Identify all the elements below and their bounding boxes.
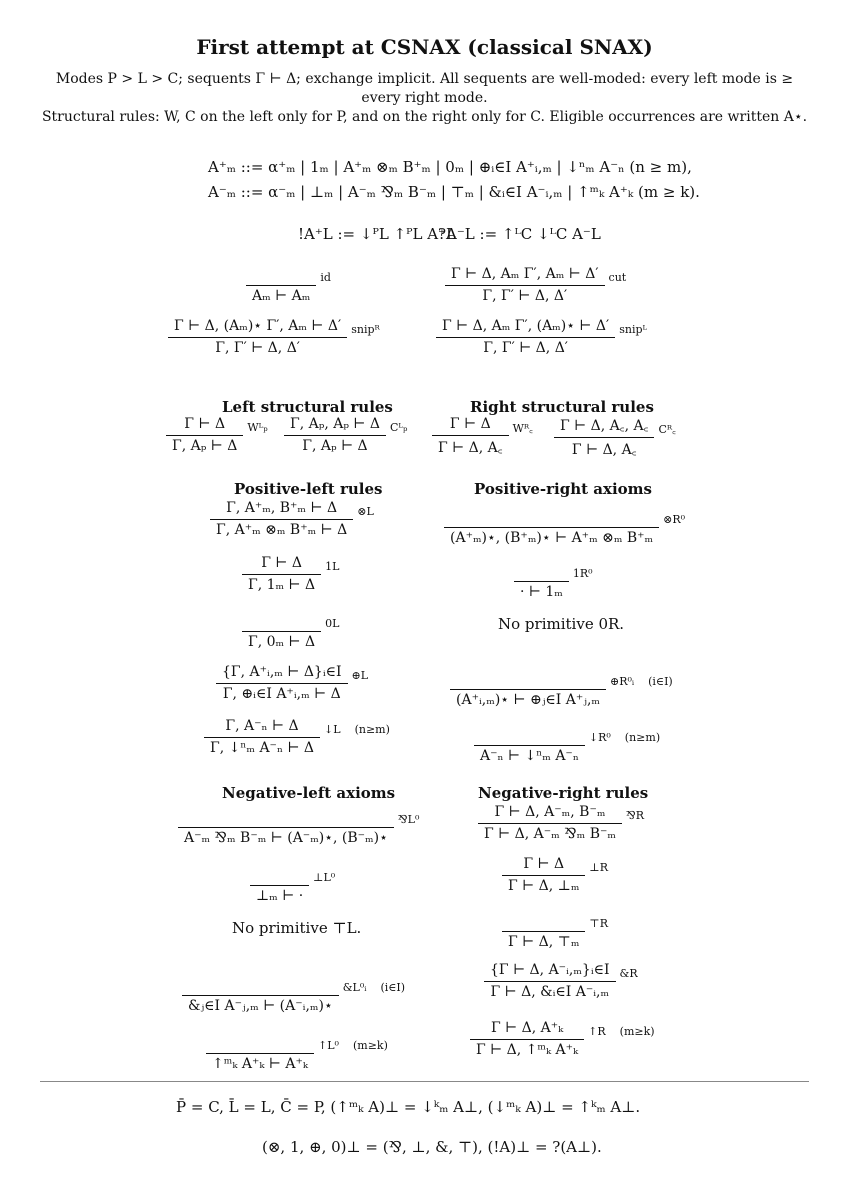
note-no-top-left: No primitive ⊤L. <box>232 919 362 937</box>
rule-tensor-left: $\frac{\text{Γ, A⁺ₘ, B⁺ₘ ⊢ Δ}}{\text{Γ, A⁺ₘ ⊗ₘ B⁺ₘ ⊢ Δ}}$ ⊗L <box>210 500 374 538</box>
grammar-bang: !A⁺L := ↓ᴾL ↑ᴾL A⁺L <box>298 225 456 243</box>
intro-modes: Modes P > L > C; sequents Γ ⊢ Δ; exchange implicit. All sequents are well-moded: every left mode is ≥ every right mode. <box>55 71 794 106</box>
rule-top-right: Γ ⊢ Δ, ⊤ₘ ⊤R <box>502 912 608 950</box>
rule-contract-left: $\frac{\text{Γ, Aₚ, Aₚ ⊢ Δ}}{\text{Γ, Aₚ ⊢ Δ}}$ Cᴸₚ <box>284 416 407 454</box>
rule-par-right: $\frac{\text{Γ ⊢ Δ, A⁻ₘ, B⁻ₘ}}{\text{Γ ⊢ Δ, A⁻ₘ ⅋ₘ B⁻ₘ}}$ ⅋R <box>478 804 644 842</box>
rule-cut: $\frac{\text{Γ ⊢ Δ, Aₘ Γ′, Aₘ ⊢ Δ′}}{\Gamma, \Gamma' ⊢ \Delta, \Delta'}$ cut <box>445 266 626 304</box>
heading-positive-left: Positive-left rules <box>234 480 383 498</box>
rule-oplus-right-axiom: (A⁺ᵢ,ₘ)⋆ ⊢ ⊕ⱼ∈I A⁺ⱼ,ₘ ⊕R⁰ᵢ (i∈I) <box>450 670 673 708</box>
footer-duality-modes: P̄ = C, L̄ = L, C̄ = P, (↑ᵐₖ A)⊥ = ↓ᵏₘ A⊥, (↓ᵐₖ A)⊥ = ↑ᵏₘ A⊥. <box>176 1098 641 1116</box>
rule-zero-left: Γ, 0ₘ ⊢ Δ 0L <box>242 612 339 650</box>
rule-bot-right: $\frac{\Gamma ⊢ \Delta}{\text{Γ ⊢ Δ, ⊥ₘ}}$ ⊥R <box>502 856 608 894</box>
rule-with-right: $\frac{\text{\{Γ ⊢ Δ, A⁻ᵢ,ₘ\}ᵢ∈I}}{\text{Γ ⊢ Δ, \&ᵢ∈I A⁻ᵢ,ₘ}}$ &R <box>484 962 638 1000</box>
intro-structural: Structural rules: W, C on the left only for P, and on the right only for C. Eligible occurrences are written A⋆. <box>41 109 808 125</box>
rule-snip-r: $\frac{\text{Γ ⊢ Δ, (Aₘ)⋆ Γ′, Aₘ ⊢ Δ′}}{\Gamma, \Gamma' ⊢ \Delta, \Delta'}$ snipᴿ <box>168 318 380 356</box>
rule-up-right: $\frac{\text{Γ ⊢ Δ, A⁺ₖ}}{\text{Γ ⊢ Δ, ↑ᵐₖ A⁺ₖ}}$ ↑R (m≥k) <box>470 1020 655 1058</box>
heading-right-structural: Right structural rules <box>470 398 654 416</box>
footer-duality-connectives: (⊗, 1, ⊕, 0)⊥ = (⅋, ⊥, &, ⊤), (!A)⊥ = ?(A⊥). <box>262 1138 602 1156</box>
rule-weaken-right: $\frac{\Gamma ⊢ \Delta}{\Gamma ⊢ \Delta, A꜀}$ Wᴿ꜀ <box>432 416 533 457</box>
heading-left-structural: Left structural rules <box>222 398 393 416</box>
heading-negative-left: Negative-left axioms <box>222 784 396 802</box>
rule-oplus-left: $\frac{\text{\{Γ, A⁺ᵢ,ₘ ⊢ Δ\}ᵢ∈I}}{\text{Γ, ⊕ᵢ∈I A⁺ᵢ,ₘ ⊢ Δ}}$ ⊕L <box>216 664 368 702</box>
note-no-zero-right: No primitive 0R. <box>498 615 625 633</box>
rule-bot-left-axiom: ⊥ₘ ⊢ · ⊥L⁰ <box>250 866 335 904</box>
rule-par-left-axiom: A⁻ₘ ⅋ₘ B⁻ₘ ⊢ (A⁻ₘ)⋆, (B⁻ₘ)⋆ ⅋L⁰ <box>178 808 419 846</box>
page-title: First attempt at CSNAX (classical SNAX) <box>196 35 653 59</box>
rule-up-left-axiom: ↑ᵐₖ A⁺ₖ ⊢ A⁺ₖ ↑L⁰ (m≥k) <box>206 1034 388 1072</box>
grammar-negative: A⁻ₘ ::= α⁻ₘ | ⊥ₘ | A⁻ₘ ⅋ₘ B⁻ₘ | ⊤ₘ | &ᵢ∈I A⁻ᵢ,ₘ | ↑ᵐₖ A⁺ₖ (m ≥ k). <box>208 183 700 201</box>
rule-one-right-axiom: · ⊢ 1ₘ 1R⁰ <box>514 562 593 600</box>
grammar-positive: A⁺ₘ ::= α⁺ₘ | 1ₘ | A⁺ₘ ⊗ₘ B⁺ₘ | 0ₘ | ⊕ᵢ∈I A⁺ᵢ,ₘ | ↓ⁿₘ A⁻ₙ (n ≥ m), <box>208 158 692 176</box>
rule-snip-l: $\frac{\text{Γ ⊢ Δ, Aₘ Γ′, (Aₘ)⋆ ⊢ Δ′}}{\Gamma, \Gamma' ⊢ \Delta, \Delta'}$ snipᴸ <box>436 318 647 356</box>
rule-id: Aₘ ⊢ Aₘ id <box>246 266 331 304</box>
rule-down-right-axiom: A⁻ₙ ⊢ ↓ⁿₘ A⁻ₙ ↓R⁰ (n≥m) <box>474 726 660 764</box>
rule-weaken-left: $\frac{\Gamma ⊢ \Delta}{\text{Γ, Aₚ ⊢ Δ}}$ Wᴸₚ <box>166 416 268 454</box>
rule-one-left: $\frac{\Gamma ⊢ \Delta}{\text{Γ, 1ₘ ⊢ Δ}}$ 1L <box>242 555 339 593</box>
footer-divider <box>40 1081 809 1082</box>
heading-positive-right: Positive-right axioms <box>474 480 652 498</box>
grammar-whynot: ?A⁻L := ↑ᴸC ↓ᴸC A⁻L <box>438 225 601 243</box>
rule-with-left-axiom: &ⱼ∈I A⁻ⱼ,ₘ ⊢ (A⁻ᵢ,ₘ)⋆ &L⁰ᵢ (i∈I) <box>182 976 405 1014</box>
rule-down-left: $\frac{\text{Γ, A⁻ₙ ⊢ Δ}}{\text{Γ, ↓ⁿₘ A⁻ₙ ⊢ Δ}}$ ↓L (n≥m) <box>204 718 390 756</box>
heading-negative-right: Negative-right rules <box>478 784 649 802</box>
rule-contract-right: $\frac{\Gamma ⊢ \Delta, A꜀, A꜀}{\Gamma ⊢ \Delta, A꜀}$ Cᴿ꜀ <box>554 416 676 459</box>
rule-tensor-right-axiom: (A⁺ₘ)⋆, (B⁺ₘ)⋆ ⊢ A⁺ₘ ⊗ₘ B⁺ₘ ⊗R⁰ <box>444 508 685 546</box>
